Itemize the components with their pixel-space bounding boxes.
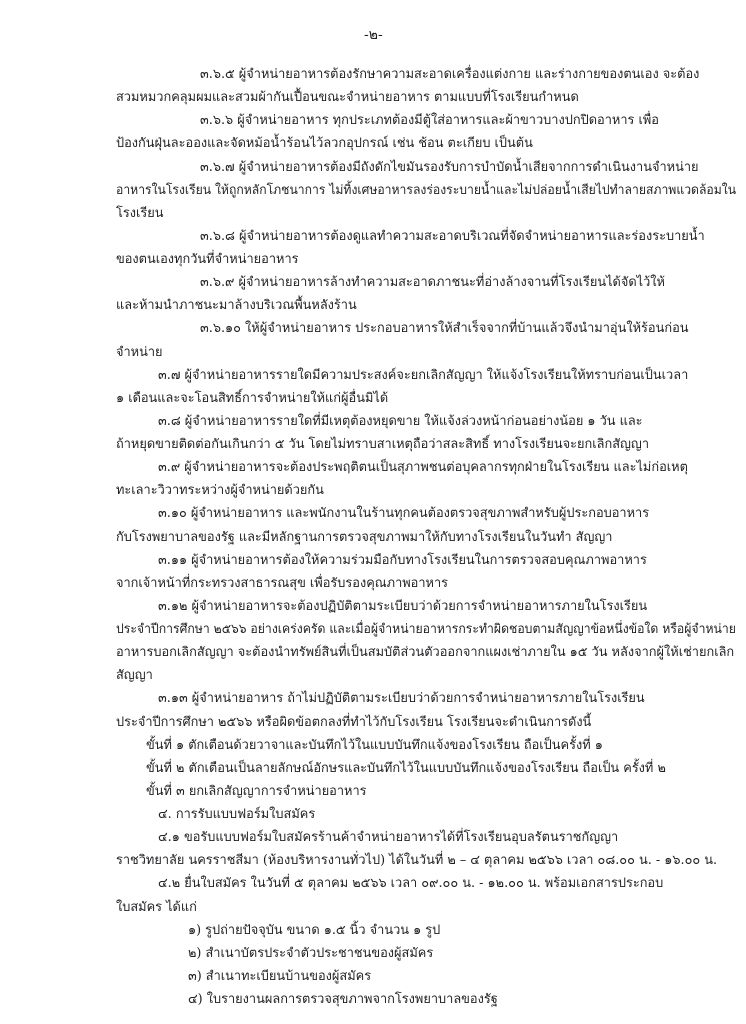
text-line: ๓.๖.๕ ผู้จำหน่ายอาหารต้องรักษาความสะอาดเครื่องแต่งกาย และร่างกายของตนเอง จะต้อง [200, 67, 700, 82]
text-line: และห้ามนำภาชนะมาล้างบริเวณพื้นหลังร้าน [116, 298, 357, 313]
text-line: ๔.๒ ยื่นใบสมัคร ในวันที่ ๕ ตุลาคม ๒๕๖๖ เวลา ๐๙.๐๐ น. - ๑๒.๐๐ น. พร้อมเอกสารประกอบ [158, 876, 664, 891]
text-line: สัญญา [116, 668, 153, 683]
step-line: ขั้นที่ ๒ ตักเตือนเป็นลายลักษณ์อักษรและบันทึกไว้ในแบบบันทึกแจ้งของโรงเรียน ถือเป็น ครั้งที่ ๒ [146, 761, 666, 776]
list-item: ๔) ใบรายงานผลการตรวจสุขภาพจากโรงพยาบาลของรัฐ [188, 992, 498, 1007]
text-line: ๓.๑๒ ผู้จำหน่ายอาหารจะต้องปฏิบัติตามระเบียบว่าด้วยการจำหน่ายอาหารภายในโรงเรียน [158, 599, 648, 614]
text-line: ๔.๑ ขอรับแบบฟอร์มใบสมัครร้านค้าจำหน่ายอาหารได้ที่โรงเรียนอุบลรัตนราชกัญญา [158, 830, 619, 845]
page-number: -๒- [364, 27, 383, 43]
text-line: สวมหมวกคลุมผมและสวมผ้ากันเปื้อนขณะจำหน่ายอาหาร ตามแบบที่โรงเรียนกำหนด [116, 90, 579, 105]
text-line: ๓.๗ ผู้จำหน่ายอาหารรายใดมีความประสงค์จะยกเลิกสัญญา ให้แจ้งโรงเรียนให้ทราบก่อนเป็นเวลา [158, 368, 689, 383]
text-line: ๓.๖.๙ ผู้จำหน่ายอาหารล้างทำความสะอาดภาชนะที่อ่างล้างจานที่โรงเรียนได้จัดไว้ให้ [200, 275, 665, 290]
list-item: ๑) รูปถ่ายปัจจุบัน ขนาด ๑.๕ นิ้ว จำนวน ๑ รูป [188, 923, 441, 938]
text-line: ประจำปีการศึกษา ๒๕๖๖ หรือผิดข้อตกลงที่ทำไว้กับโรงเรียน โรงเรียนจะดำเนินการดังนี้ [116, 715, 592, 730]
text-line: ๓.๖.๑๐ ให้ผู้จำหน่ายอาหาร ประกอบอาหารให้สำเร็จจากที่บ้านแล้วจึงนำมาอุ่นให้ร้อนก่อน [200, 321, 689, 336]
text-line: ๓.๙ ผู้จำหน่ายอาหารจะต้องประพฤติตนเป็นสุภาพชนต่อบุคลากรทุกฝ่ายในโรงเรียน และไม่ก่อเหตุ [158, 460, 688, 475]
list-item: ๒) สำเนาบัตรประจำตัวประชาชนของผู้สมัคร [188, 946, 434, 961]
text-line: ๓.๖.๗ ผู้จำหน่ายอาหารต้องมีถังดักไขมันรองรับการบำบัดน้ำเสียจากการดำเนินงานจำหน่าย [200, 160, 699, 175]
text-line: ใบสมัคร ได้แก่ [116, 900, 197, 915]
text-line: ถ้าหยุดขายติดต่อกันเกินกว่า ๕ วัน โดยไม่ทราบสาเหตุถือว่าสละสิทธิ์ ทางโรงเรียนจะยกเลิกสัญญา [116, 437, 650, 452]
text-line: ๓.๑๑ ผู้จำหน่ายอาหารต้องให้ความร่วมมือกับทางโรงเรียนในการตรวจสอบคุณภาพอาหาร [158, 553, 647, 568]
text-line: ป้องกันฝุ่นละอองและจัดหม้อน้ำร้อนไว้ลวกอุปกรณ์ เช่น ช้อน ตะเกียบ เป็นต้น [116, 136, 533, 151]
step-line: ขั้นที่ ๑ ตักเตือนด้วยวาจาและบันทึกไว้ในแบบบันทึกแจ้งของโรงเรียน ถือเป็นครั้งที่ ๑ [146, 738, 603, 753]
list-item: ๓) สำเนาทะเบียนบ้านของผู้สมัคร [188, 969, 372, 984]
step-line: ขั้นที่ ๓ ยกเลิกสัญญาการจำหน่ายอาหาร [146, 784, 367, 799]
text-line: อาหารในโรงเรียน ให้ถูกหลักโภชนาการ ไม่ทิ้งเศษอาหารลงร่องระบายน้ำและไม่ปล่อยน้ำเสียไปทำลายสภาพแวดล้อมใน [116, 183, 737, 198]
text-line: อาหารบอกเลิกสัญญา จะต้องนำทรัพย์สินที่เป็นสมบัติส่วนตัวออกจากแผงเช่าภายใน ๑๕ วัน หลังจากผู้ให้เช่ายกเลิก [116, 645, 735, 660]
text-line: ๓.๑๐ ผู้จำหน่ายอาหาร และพนักงานในร้านทุกคนต้องตรวจสุขภาพสำหรับผู้ประกอบอาหาร [158, 506, 650, 521]
text-line: จากเจ้าหน้าที่กระทรวงสาธารณสุข เพื่อรับรองคุณภาพอาหาร [116, 576, 449, 591]
text-line: ประจำปีการศึกษา ๒๕๖๖ อย่างเคร่งครัด และเมื่อผู้จำหน่ายอาหารกระทำผิดชอบตามสัญญาข้อหนึ่งข้อใด หรือผู้จำหน่าย [116, 622, 736, 637]
text-line: โรงเรียน [116, 206, 164, 221]
text-line: จำหน่าย [116, 345, 163, 360]
text-line: ๑ เดือนและจะโอนสิทธิ์การจำหน่ายให้แก่ผู้อื่นมิได้ [116, 391, 389, 406]
text-line: ๓.๖.๖ ผู้จำหน่ายอาหาร ทุกประเภทต้องมีตู้ใส่อาหารและผ้าขาวบางปกปิดอาหาร เพื่อ [200, 113, 659, 128]
text-line: กับโรงพยาบาลของรัฐ และมีหลักฐานการตรวจสุขภาพมาให้กับทางโรงเรียนในวันทำ สัญญา [116, 530, 613, 545]
text-line: ราชวิทยาลัย นครราชสีมา (ห้องบริหารงานทั่วไป) ได้ในวันที่ ๒ – ๔ ตุลาคม ๒๕๖๖ เวลา ๐๘.๐๐ น. - ๑๖.๐๐ น. [116, 853, 718, 868]
text-line: ๓.๖.๘ ผู้จำหน่ายอาหารต้องดูแลทำความสะอาดบริเวณที่จัดจำหน่ายอาหารและร่องระบายน้ำ [200, 229, 705, 244]
text-line: ๓.๑๓ ผู้จำหน่ายอาหาร ถ้าไม่ปฏิบัติตามระเบียบว่าด้วยการจำหน่ายอาหารภายในโรงเรียน [158, 691, 645, 706]
text-line: ๓.๘ ผู้จำหน่ายอาหารรายใดที่มีเหตุต้องหยุดขาย ให้แจ้งล่วงหน้าก่อนอย่างน้อย ๑ วัน และ [158, 414, 643, 429]
section-heading: ๔. การรับแบบฟอร์มใบสมัคร [158, 807, 316, 822]
text-line: ของตนเองทุกวันที่จำหน่ายอาหาร [116, 252, 299, 267]
text-line: ทะเลาะวิวาทระหว่างผู้จำหน่ายด้วยกัน [116, 483, 324, 498]
